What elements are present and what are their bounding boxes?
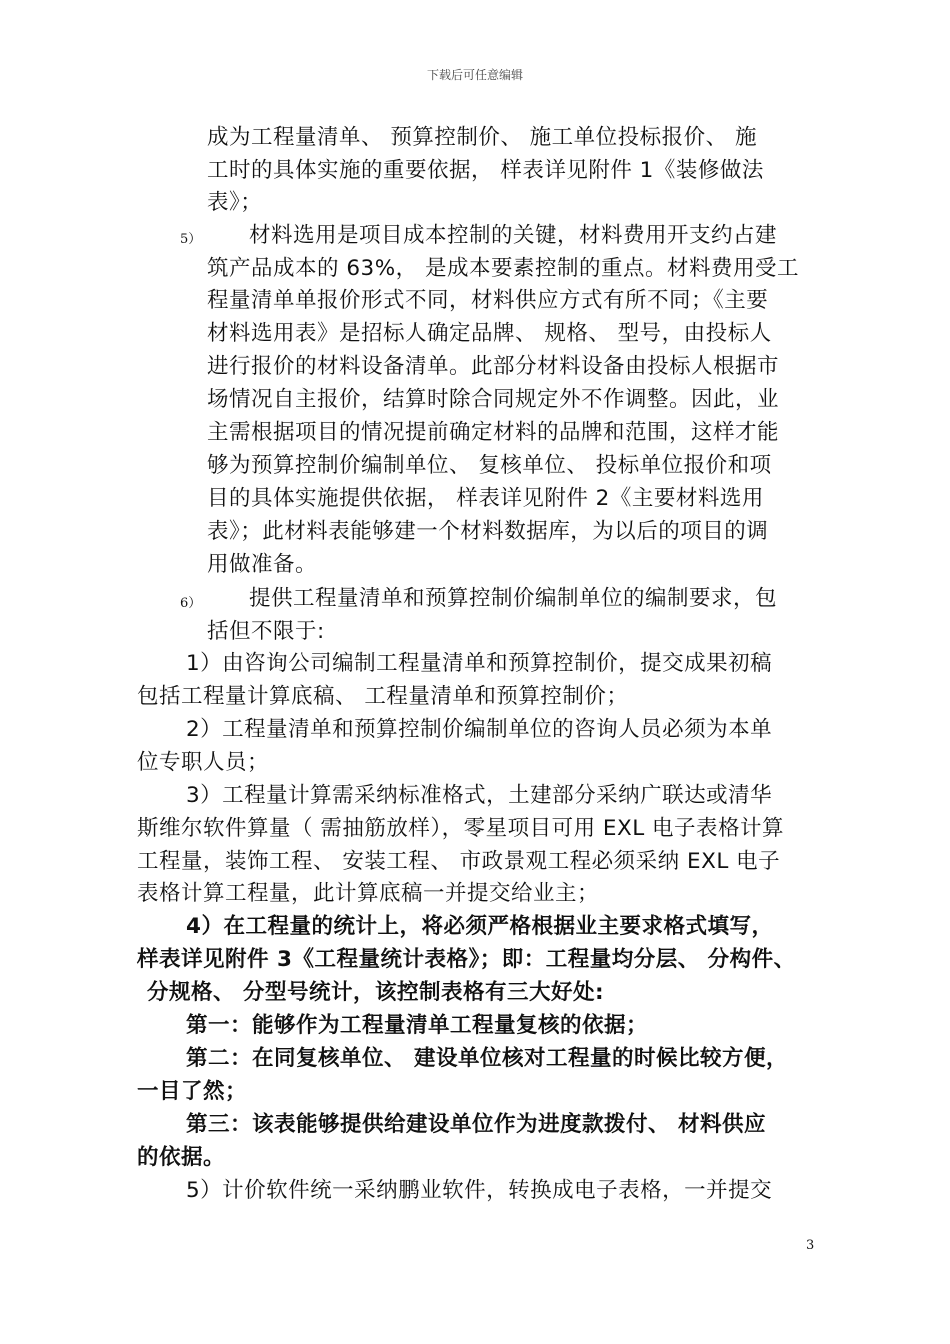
text-line: 提供工程量清单和预算控制价编制单位的编制要求，包: [249, 586, 778, 611]
page-header: 下载后可任意编辑: [426, 68, 523, 82]
text-line-bold: 4）在工程量的统计上，将必须严格根据业主要求格式填写，: [186, 914, 774, 939]
text-line: 2）工程量清单和预算控制价编制单位的咨询人员必须为本单: [186, 717, 773, 742]
text-line: 主需根据项目的情况提前确定材料的品牌和范围，这样才能: [207, 420, 780, 445]
page-number: 3: [806, 1238, 815, 1253]
text-line: 工程量，装饰工程、 安装工程、 市政景观工程必须采纳 EXL 电子: [137, 849, 781, 874]
text-line-bold: 样表详见附件 3《工程量统计表格》；即：工程量均分层、 分构件、: [137, 947, 796, 972]
text-line: 括但不限于:: [207, 619, 325, 644]
text-line-bold: 第三：该表能够提供给建设单位作为进度款拨付、 材料供应: [186, 1112, 766, 1137]
text-line: 够为预算控制价编制单位、 复核单位、 投标单位报价和项: [207, 453, 772, 478]
text-line: 成为工程量清单、 预算控制价、 施工单位投标报价、 施: [207, 125, 758, 150]
text-line: 筑产品成本的 63%， 是成本要素控制的重点。材料费用受工: [207, 256, 799, 281]
text-line-bold: 分规格、 分型号统计，该控制表格有三大好处:: [147, 980, 605, 1005]
text-line: 3）工程量计算需采纳标准格式，土建部分采纳广联达或清华: [186, 783, 773, 808]
text-line: 程量清单单报价形式不同，材料供应方式有所不同；《主要: [207, 288, 769, 313]
text-line: 表》；: [207, 190, 263, 215]
text-line: 表格计算工程量，此计算底稿一并提交给业主；: [137, 881, 600, 906]
text-line: 材料选用表》是招标人确定品牌、 规格、 型号，由投标人: [207, 321, 772, 346]
list-marker: 5）: [180, 232, 202, 247]
text-line: 位专职人员；: [137, 750, 270, 775]
text-line: 材料选用是项目成本控制的关键，材料费用开支约占建: [249, 223, 778, 248]
text-line-bold: 第一：能够作为工程量清单工程量复核的依据；: [186, 1013, 649, 1038]
text-line: 工时的具体实施的重要依据， 样表详见附件 1《装修做法: [207, 158, 764, 183]
text-line-bold: 第二：在同复核单位、 建设单位核对工程量的时候比较方便，: [186, 1046, 788, 1071]
text-line: 表》；此材料表能够建一个材料数据库，为以后的项目的调: [207, 519, 769, 544]
text-line-bold: 一目了然；: [137, 1079, 248, 1104]
text-line: 斯维尔软件算量（ 需抽筋放样），零星项目可用 EXL 电子表格计算: [137, 816, 785, 841]
text-line: 1）由咨询公司编制工程量清单和预算控制价，提交成果初稿: [186, 651, 773, 676]
text-line: 用做准备。: [207, 552, 318, 577]
text-line-bold: 的依据。: [137, 1145, 226, 1170]
list-marker: 6）: [180, 596, 202, 611]
text-line: 进行报价的材料设备清单。此部分材料设备由投标人根据市: [207, 354, 780, 379]
text-line: 5）计价软件统一采纳鹏业软件，转换成电子表格，一并提交: [186, 1178, 773, 1203]
text-line: 目的具体实施提供依据， 样表详见附件 2《主要材料选用: [207, 486, 764, 511]
text-line: 包括工程量计算底稿、 工程量清单和预算控制价；: [137, 684, 629, 709]
text-line: 场情况自主报价，结算时除合同规定外不作调整。因此，业: [207, 387, 780, 412]
